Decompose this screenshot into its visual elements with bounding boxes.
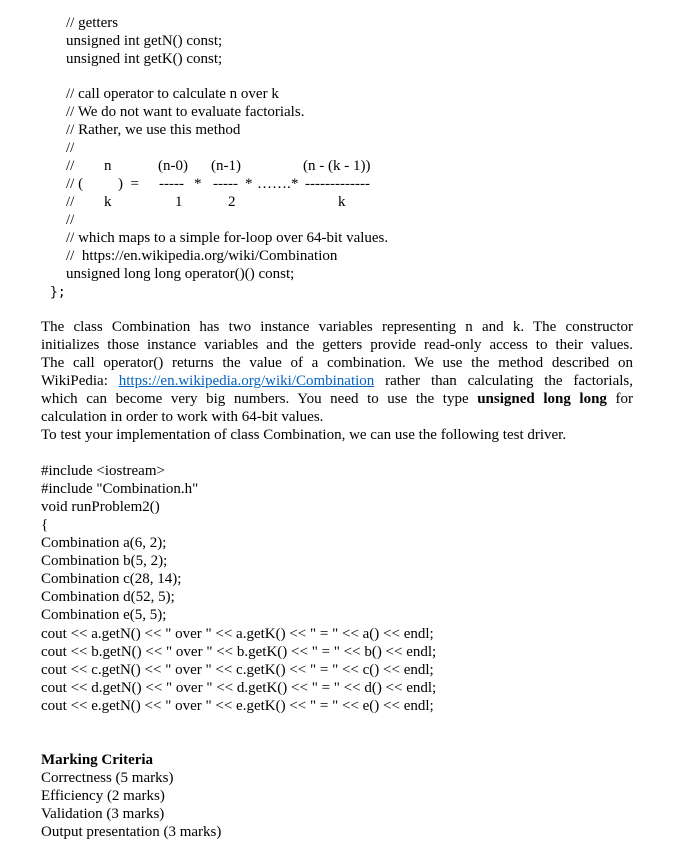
- formula-star-2: *: [245, 176, 253, 192]
- marking-criteria-title: Marking Criteria: [41, 752, 154, 768]
- description-line-7: To test your implementation of class Combination, we can use the following test driver.: [41, 427, 567, 443]
- include-iostream: #include <iostream>: [41, 463, 165, 479]
- description-line-5-post: for: [606, 391, 633, 407]
- open-brace: {: [41, 517, 49, 533]
- formula-term-1: (n-0): [158, 158, 188, 174]
- combination-decl: Combination e(5, 5);: [41, 607, 167, 623]
- getters-comment: // getters: [66, 15, 119, 31]
- formula-row1-prefix: //: [66, 158, 75, 174]
- description-line-4-pre: WikiPedia:: [41, 373, 119, 389]
- unsigned-long-long-type: unsigned long long: [477, 391, 607, 407]
- cout-statement: cout << c.getN() << " over " << c.getK() << " = " << c() << endl;: [41, 662, 434, 678]
- formula-dots: …….: [257, 176, 291, 192]
- formula-star-1: *: [194, 176, 202, 192]
- maps-comment: // which maps to a simple for-loop over 64-bit values.: [66, 230, 389, 246]
- formula-denominator-2: 2: [228, 194, 236, 210]
- marking-item: Output presentation (3 marks): [41, 824, 222, 840]
- formula-bar-3: -------------: [305, 176, 370, 192]
- call-operator-comment-3: // Rather, we use this method: [66, 122, 241, 138]
- cout-statement: cout << b.getN() << " over " << b.getK() << " = " << b() << endl;: [41, 644, 437, 660]
- description-line-5-pre: which can become very big numbers. You need to use the type: [41, 391, 478, 407]
- formula-denominator-3: k: [338, 194, 346, 210]
- formula-term-2: (n-1): [211, 158, 241, 174]
- description-line-4: [41, 372, 633, 390]
- class-closing-brace: };: [50, 285, 66, 300]
- description-line-4-post: rather than calculating the factorials,: [374, 373, 633, 389]
- formula-term-3: (n - (k - 1)): [303, 158, 371, 174]
- cout-statement: cout << a.getN() << " over " << a.getK() << " = " << a() << endl;: [41, 626, 434, 642]
- formula-star-3: *: [291, 176, 299, 192]
- wikipedia-link[interactable]: https://en.wikipedia.org/wiki/Combination: [118, 373, 375, 389]
- description-line-2: initializes those instance variables and the getters provide read-only access to their values.: [41, 337, 633, 353]
- formula-bar-2: -----: [213, 176, 238, 192]
- blank-comment: //: [66, 140, 75, 156]
- combination-decl: Combination c(28, 14);: [41, 571, 182, 587]
- marking-item: Efficiency (2 marks): [41, 788, 165, 804]
- cout-statement: cout << e.getN() << " over " << e.getK() << " = " << e() << endl;: [41, 698, 434, 714]
- combination-decl: Combination d(52, 5);: [41, 589, 175, 605]
- run-problem-signature: void runProblem2(): [41, 499, 160, 515]
- description-line-1: The class Combination has two instance variables representing n and k. The constructor: [41, 319, 633, 335]
- call-operator-comment-1: // call operator to calculate n over k: [66, 86, 279, 102]
- marking-item: Validation (3 marks): [41, 806, 165, 822]
- formula-k: k: [104, 194, 112, 210]
- combination-decl: Combination a(6, 2);: [41, 535, 167, 551]
- formula-equals: ) =: [118, 176, 139, 192]
- url-comment: // https://en.wikipedia.org/wiki/Combination: [66, 248, 338, 264]
- marking-item: Correctness (5 marks): [41, 770, 174, 786]
- cout-statement: cout << d.getN() << " over " << d.getK() << " = " << d() << endl;: [41, 680, 437, 696]
- include-combination: #include "Combination.h": [41, 481, 199, 497]
- call-operator-comment-2: // We do not want to evaluate factorials.: [66, 104, 305, 120]
- formula-row2-prefix: // (: [66, 176, 84, 192]
- description-line-5: [41, 390, 633, 408]
- formula-n: n: [104, 158, 112, 174]
- formula-denominator-1: 1: [175, 194, 183, 210]
- getN-declaration: unsigned int getN() const;: [66, 33, 223, 49]
- formula-row3-prefix: //: [66, 194, 75, 210]
- combination-decl: Combination b(5, 2);: [41, 553, 168, 569]
- description-line-6: calculation in order to work with 64-bit values.: [41, 409, 324, 425]
- blank-comment-2: //: [66, 212, 75, 228]
- operator-declaration: unsigned long long operator()() const;: [66, 266, 295, 282]
- getK-declaration: unsigned int getK() const;: [66, 51, 223, 67]
- formula-bar-1: -----: [159, 176, 184, 192]
- description-line-3: The call operator() returns the value of a combination. We use the method described on: [41, 355, 633, 371]
